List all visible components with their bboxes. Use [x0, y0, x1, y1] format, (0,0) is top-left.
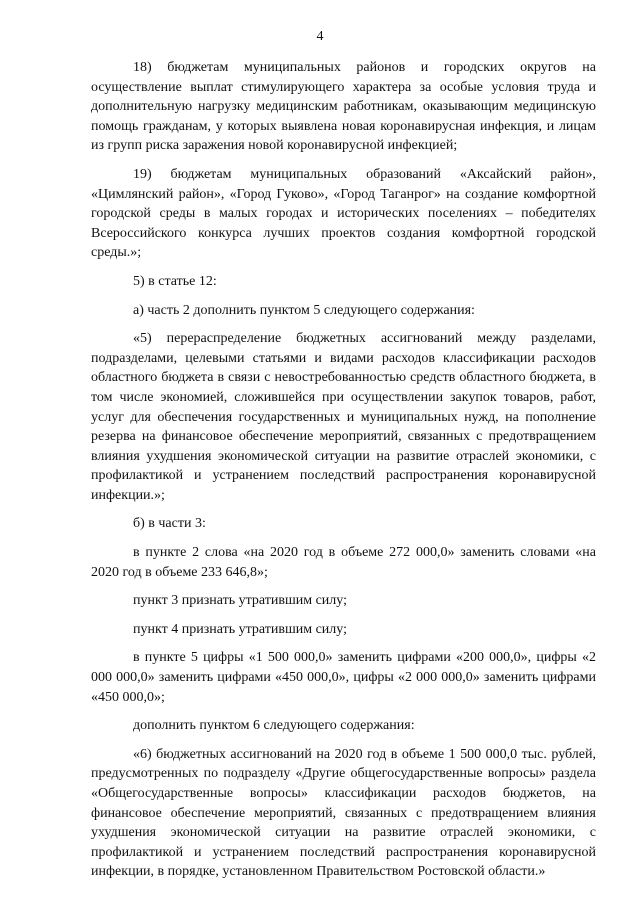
paragraph-point-2-change: в пункте 2 слова «на 2020 год в объеме 272 000,0» заменить словами «на 2020 год в объеме 233 646,8»;	[91, 545, 596, 580]
paragraph-point-5-change: в пункте 5 цифры «1 500 000,0» заменить цифрами «200 000,0», цифры «2 000 000,0» заменить цифрами «450 000,0», цифры «2 000 000,0» заменить цифрами «450 000,0»;	[91, 650, 596, 705]
paragraph-part-3: б) в части 3:	[133, 516, 206, 532]
paragraph-point-6: «6) бюджетных ассигнований на 2020 год в объеме 1 500 000,0 тыс. рублей, предусмотренных по подразделу «Другие общегосударственные вопросы» раздела «Общегосударственные вопросы» классификации расходов бюджетов, на финансовое обеспечение мероприятий, связанных с предотвращением влияния ухудшения экономической ситуации на развитие отраслей экономики, с профилактикой и устранением последствий распространения коронавирусной инфекции, в порядке, установленном Правительством Ростовской области.»	[91, 746, 596, 880]
document-body	[91, 58, 596, 882]
paragraph-item-18: 18) бюджетам муниципальных районов и городских округов на осуществление выплат стимулирующего характера за особые условия труда и дополнительную нагрузку медицинским работникам, оказывающим медицинскую помощь гражданам, у которых выявлена новая коронавирусная инфекция, и лицам из групп риска заражения новой коронавирусной инфекцией;	[91, 60, 596, 154]
paragraph-point-4-repeal: пункт 4 признать утратившим силу;	[133, 621, 347, 637]
page-number: 4	[316, 29, 324, 44]
paragraph-point-5: «5) перераспределение бюджетных ассигнований между разделами, подразделами, целевыми статьями и видами расходов классификации расходов областного бюджета в связи с невостребованностью средств областного бюджета, в том числе экономией, сложившейся при осуществлении закупок товаров, работ, услуг для обеспечения государственных и муниципальных нужд, на пополнение резерва на финансовое обеспечение мероприятий, связанных с предотвращением влияния ухудшения экономической ситуации на развитие отраслей экономики, с профилактикой и устранением последствий распространения коронавирусной инфекции.»;	[91, 331, 596, 503]
paragraph-item-19: 19) бюджетам муниципальных образований «Аксайский район», «Цимлянский район», «Город Гуково», «Город Таганрог» на создание комфортной городской среды в малых городах и исторических поселениях – победителях Всероссийского конкурса лучших проектов создания комфортной городской среды.»;	[91, 166, 596, 261]
paragraph-add-point-6: дополнить пунктом 6 следующего содержания:	[133, 718, 415, 734]
paragraph-part-2: а) часть 2 дополнить пунктом 5 следующего содержания:	[133, 302, 475, 318]
paragraph-article-12: 5) в статье 12:	[133, 273, 217, 289]
paragraph-point-3-repeal: пункт 3 признать утратившим силу;	[133, 593, 347, 609]
